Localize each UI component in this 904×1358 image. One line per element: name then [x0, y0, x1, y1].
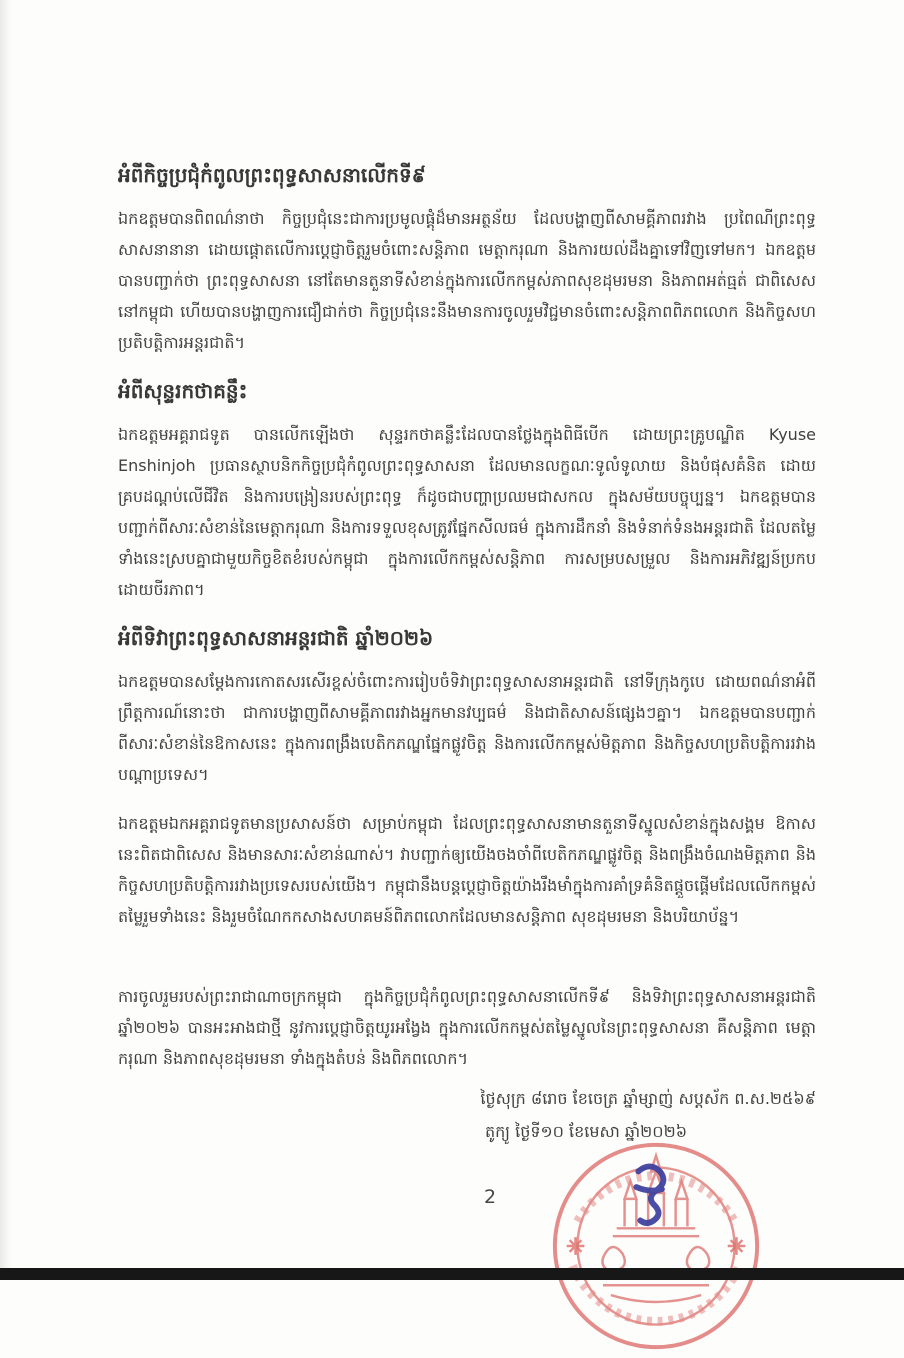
- paragraph-summit: ឯកឧត្តមបានពិពណ៌នាថា កិច្ចប្រជុំនេះជាការប្រមូលផ្តុំដ៏មានអត្ថន័យ ដែលបង្ហាញពីសាមគ្គីភាពរវាង ប្រពៃណីព្រះពុទ្ធសាសនានានា ដោយផ្តោតលើការប្តេជ្ញាចិត្តរួមចំពោះសន្តិភាព មេត្តាករុណា និងការយល់ដឹងគ្នាទៅវិញទៅមក។ ឯកឧត្តមបានបញ្ជាក់ថា ព្រះពុទ្ធសាសនា នៅតែមានតួនាទីសំខាន់ក្នុងការលើកកម្ពស់ភាពសុខដុមរមនា និងភាពអត់ធ្មត់ ជាពិសេសនៅកម្ពុជា ហើយបានបង្ហាញការជឿជាក់ថា កិច្ចប្រជុំនេះនឹងមានការចូលរួមវិជ្ជមានចំពោះសន្តិភាពពិភពលោក និងកិច្ចសហប្រតិបត្តិការអន្តរជាតិ។: [118, 209, 816, 352]
- paragraph-buddhist-day: ឯកឧត្តមបានសម្តែងការកោតសរសើរខ្ពស់ចំពោះការរៀបចំទិវាព្រះពុទ្ធសាសនាអន្តរជាតិ នៅទីក្រុងកូបេ ដោយពណ៌នាអំពីព្រឹត្តការណ៍នោះថា ជាការបង្ហាញពីសាមគ្គីភាពរវាងអ្នកមានវប្បធម៌ និងជាតិសាសន៍ផ្សេងៗគ្នា។ ឯកឧត្តមបានបញ្ជាក់ពីសារៈសំខាន់នៃឱកាសនេះ ក្នុងការពង្រឹងបេតិកភណ្ឌផ្នែកផ្លូវចិត្ត និងការលើកកម្ពស់មិត្តភាព និងកិច្ចសហប្រតិបត្តិការរវាងបណ្តាប្រទេស។: [118, 672, 816, 784]
- photo-bottom-edge: [0, 1268, 904, 1280]
- section-heading-summit: អំពីកិច្ចប្រជុំកំពូលព្រះពុទ្ធសាសនាលើកទី៩: [118, 163, 426, 187]
- section-heading-keynote: អំពីសុន្ទរកថាគន្លឹះ: [118, 379, 248, 403]
- section-heading-buddhist-day: អំពីទិវាព្រះពុទ្ធសាសនាអន្តរជាតិ ឆ្នាំ២០២៦: [118, 626, 434, 650]
- paragraph-conclusion: ការចូលរួមរបស់ព្រះរាជាណាចក្រកម្ពុជា ក្នុងកិច្ចប្រជុំកំពូលព្រះពុទ្ធសាសនាលើកទី៩ និងទិវាព្រះពុទ្ធសាសនាអន្តរជាតិ ឆ្នាំ២០២៦ បានអះអាងជាថ្មី នូវការប្តេជ្ញាចិត្តយូរអង្វែង ក្នុងការលើកកម្ពស់តម្លៃស្នូលនៃព្រះពុទ្ធសាសនា គឺសន្តិភាព មេត្តាករុណា និងភាពសុខដុមរមនា ទាំងក្នុងតំបន់ និងពិភពលោក។: [118, 987, 816, 1068]
- embassy-round-stamp: [548, 1138, 764, 1354]
- place-date-line: តូក្យូ ថ្ងៃទី១០ ខែមេសា ឆ្នាំ២០២៦: [484, 1122, 688, 1141]
- paragraph-keynote: ឯកឧត្តមអគ្គរាជទូត បានលើកឡើងថា សុន្ទរកថាគន្លឹះដែលបានថ្លែងក្នុងពិធីបើក ដោយព្រះគ្រូបណ្ឌិត Kyuse Enshinjoh ប្រធានស្ថាបនិកកិច្ចប្រជុំកំពូលព្រះពុទ្ធសាសនា ដែលមានលក្ខណៈទូលំទូលាយ និងបំផុសគំនិត ដោយគ្របដណ្តប់លើជីវិត និងការបង្រៀនរបស់ព្រះពុទ្ធ ក៏ដូចជាបញ្ហាប្រឈមជាសកល ក្នុងសម័យបច្ចុប្បន្ន។ ឯកឧត្តមបានបញ្ជាក់ពីសារៈសំខាន់នៃមេត្តាករុណា និងការទទួលខុសត្រូវផ្នែកសីលធម៌ ក្នុងការដឹកនាំ និងទំនាក់ទំនងអន្តរជាតិ ដែលតម្លៃទាំងនេះស្របគ្នាជាមួយកិច្ចខិតខំរបស់កម្ពុជា ក្នុងការលើកកម្ពស់សន្តិភាព ការសម្របសម្រួល និងការអភិវឌ្ឍន៍ប្រកបដោយចីរភាព។: [118, 425, 816, 599]
- paragraph-cambodia-commitment: ឯកឧត្តមឯកអគ្គរាជទូតមានប្រសាសន៍ថា សម្រាប់កម្ពុជា ដែលព្រះពុទ្ធសាសនាមានតួនាទីស្នូលសំខាន់ក្នុងសង្គម ឱកាសនេះពិតជាពិសេស និងមានសារៈសំខាន់ណាស់។ វាបញ្ជាក់ឲ្យយើងចងចាំពីបេតិកភណ្ឌផ្លូវចិត្ត និងពង្រឹងចំណងមិត្តភាព និងកិច្ចសហប្រតិបត្តិការរវាងប្រទេសរបស់យើង។ កម្ពុជានឹងបន្តប្តេជ្ញាចិត្តយ៉ាងរឹងមាំក្នុងការគាំទ្រគំនិតផ្តួចផ្តើមដែលលើកកម្ពស់តម្លៃរួមទាំងនេះ និងរួមចំណែកកសាងសហគមន៍ពិភពលោកដែលមានសន្តិភាព សុខដុមរមនា និងបរិយាប័ន្ន។: [118, 814, 816, 926]
- document-body: [118, 160, 816, 1092]
- stamp-seal-graphic: [548, 1138, 764, 1354]
- page-number: 2: [484, 1186, 497, 1208]
- lunar-date-line: ថ្ងៃសុក្រ ៨រោច ខែចេត្រ ឆ្នាំម្សាញ់ សប្តស័ក ព.ស.២៥៦៩: [480, 1089, 816, 1108]
- stamp-star-marks: [567, 1237, 746, 1255]
- closing-date-block: [356, 1082, 816, 1148]
- page-left-edge: [0, 0, 14, 1280]
